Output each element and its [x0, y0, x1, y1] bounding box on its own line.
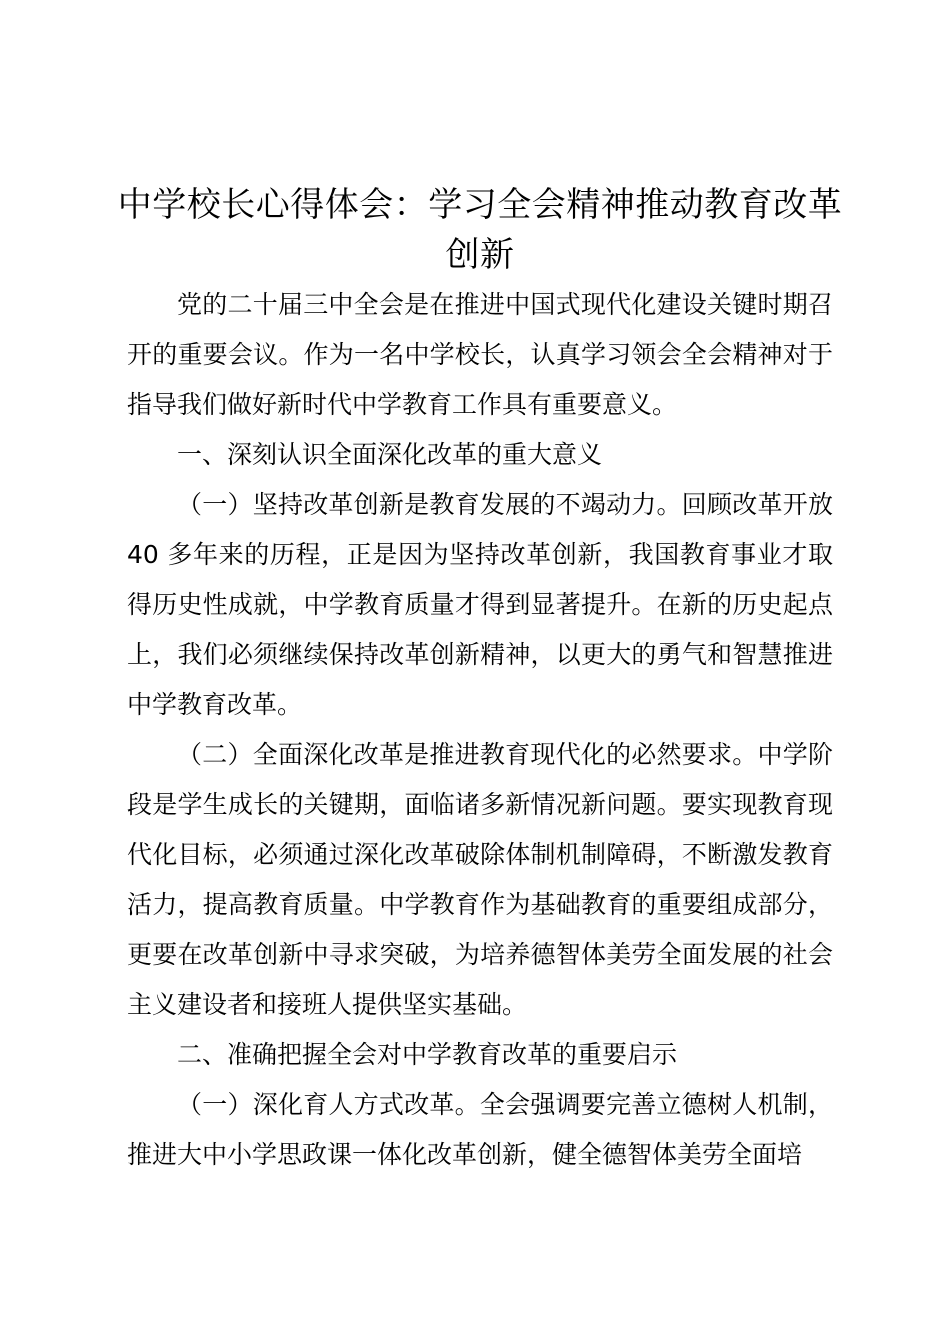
document-title: 中学校长心得体会：学习全会精神推动教育改革创新 [117, 185, 843, 275]
paragraph-2-1: （一）深化育人方式改革。全会强调要完善立德树人机制，推进大中小学思政课一体化改革创新，健全德智体美劳全面培 [127, 1090, 833, 1169]
document-body [127, 280, 833, 1180]
paragraph-1-1: （一）坚持改革创新是教育发展的不竭动力。回顾改革开放 40 多年来的历程，正是因为坚持改革创新，我国教育事业才取得历史性成就，中学教育质量才得到显著提升。在新的历史起点上，我们必须继续保持改革创新精神，以更大的勇气和智慧推进中学教育改革。 [127, 490, 833, 719]
paragraph-intro: 党的二十届三中全会是在推进中国式现代化建设关键时期召开的重要会议。作为一名中学校长，认真学习领会全会精神对于指导我们做好新时代中学教育工作具有重要意义。 [127, 290, 833, 419]
section-heading-1: 一、深刻认识全面深化改革的重大意义 [177, 440, 603, 469]
paragraph-1-2: （二）全面深化改革是推进教育现代化的必然要求。中学阶段是学生成长的关键期，面临诸多新情况新问题。要实现教育现代化目标，必须通过深化改革破除体制机制障碍，不断激发教育活力，提高教育质量。中学教育作为基础教育的重要组成部分，更要在改革创新中寻求突破，为培养德智体美劳全面发展的社会主义建设者和接班人提供坚实基础。 [127, 740, 833, 1019]
section-heading-2: 二、准确把握全会对中学教育改革的重要启示 [177, 1040, 678, 1069]
